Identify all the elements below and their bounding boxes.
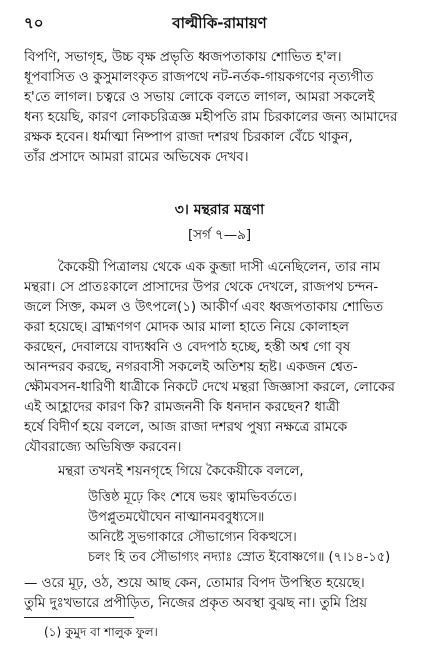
text-line: মন্থরা তখনই শয়নগৃহে গিয়ে কৈকেয়ীকে বললে, <box>58 464 304 479</box>
page-header <box>24 10 415 34</box>
text-line: রক্ষক হবেন। ধর্মাত্মা নিষ্পাপ রাজা দশরথ চিরকাল বেঁচে থাকুন, <box>24 130 353 145</box>
text-line: — ওরে মূঢ়, ওঠ, শুয়ে আছ কেন, তোমার বিপদ উপস্থিত হয়েছে। <box>24 576 365 591</box>
verse-line: উপপ্লুতমঘৌঘেন নাত্মানমববুধ্যসে॥ <box>88 510 265 525</box>
text-line: যৌবরাজ্যে অভিষিক্ত করবেন। <box>24 440 182 455</box>
footnote-divider <box>24 617 134 618</box>
text-line: করা হয়েছে। ব্রাহ্মণগণ মোদক আর মালা হাতে নিয়ে কোলাহল <box>24 320 349 335</box>
text-line: জলে সিক্ত, কমল ও উৎপলে(১) আকীর্ণ এবং ধ্বজপতাকায় শোভিত <box>24 300 384 315</box>
text-line: কৈকেয়ী পিত্রালয় থেকে এক কুব্জা দাসী এনেছিলেন, তার নাম <box>58 260 381 275</box>
footnote: (১) কুমুদ বা শালুক ফুল। <box>44 625 158 639</box>
sarga-reference: [সর্গ ৭—৯] <box>187 228 252 243</box>
text-line: হ'তে লাগল। চত্বরে ও সভায় লোকে বলতে লাগল, আমরা সকলেই <box>24 90 375 105</box>
text-line: করছেন, দেবালয়ে বাদ্যধ্বনি ও বেদপাঠ হচ্ছে, হস্তী অশ্ব গো বৃষ <box>24 340 351 355</box>
text-line: বিপণি, সভাগৃহ, উচ্চ বৃক্ষ প্রভৃতি ধ্বজপতাকায় শোভিত হ'ল। <box>24 50 342 65</box>
verse-line: চলং হি তব সৌভাগ্যং নদ্যাঃ স্রোত ইবোষ্ণগে॥ (৭।১৪-১৫) <box>88 550 391 565</box>
text-line: ধূপবাসিত ও কুসুমালংকৃত রাজপথে নট-নর্তক-গায়কগণের নৃত্যগীত <box>24 70 374 85</box>
running-title: বাল্মীকি-রামায়ণ <box>172 14 267 32</box>
verse-line: উত্তিষ্ঠ মূঢ়ে কিং শেষে ভয়ং ত্বামভিবর্ততে। <box>88 490 297 505</box>
text-line: ধন্য হয়েছি, কারণ লোকচরিত্রজ্ঞ মহীপতি রাম চিরকালের জন্য আমাদের <box>24 110 398 125</box>
text-line: হর্ষে বিদীর্ণ হয়ে বললে, আজ রাজা দশরথ পুষ্যা নক্ষত্রে রামকে <box>24 420 348 435</box>
text-line: এই আহ্লাদের কারণ কি? রামজননী কি ধনদান করছেন? ধাত্রী <box>24 400 340 415</box>
chapter-title: ৩। মন্থরার মন্ত্রণা <box>174 202 265 218</box>
text-line: আনন্দরব করছে, নগরবাসী সকলেই অতিশয় হৃষ্ট। একজন শ্বেত- <box>24 360 358 375</box>
text-line: ক্ষৌমবসন-ধারিণী ধাত্রীকে নিকটে দেখে মন্থরা জিজ্ঞাসা করলে, লোকের <box>24 380 395 395</box>
text-line: মন্থরা। সে প্রাতঃকালে প্রাসাদের উপর থেকে দেখলে, রাজপথ চন্দন- <box>24 280 379 295</box>
text-line: তুমি দুঃখভারে প্রপীড়িত, নিজের প্রকৃত অবস্থা বুঝছ না। তুমি প্রিয় <box>24 596 367 611</box>
text-line: তাঁর প্রসাদে আমরা রামের অভিষেক দেখব। <box>24 150 249 165</box>
verse-line: অনিষ্টে সুভগাকারে সৌভাগ্যেন বিকত্থসে। <box>88 530 297 545</box>
page-number: ৭০ <box>24 14 44 32</box>
